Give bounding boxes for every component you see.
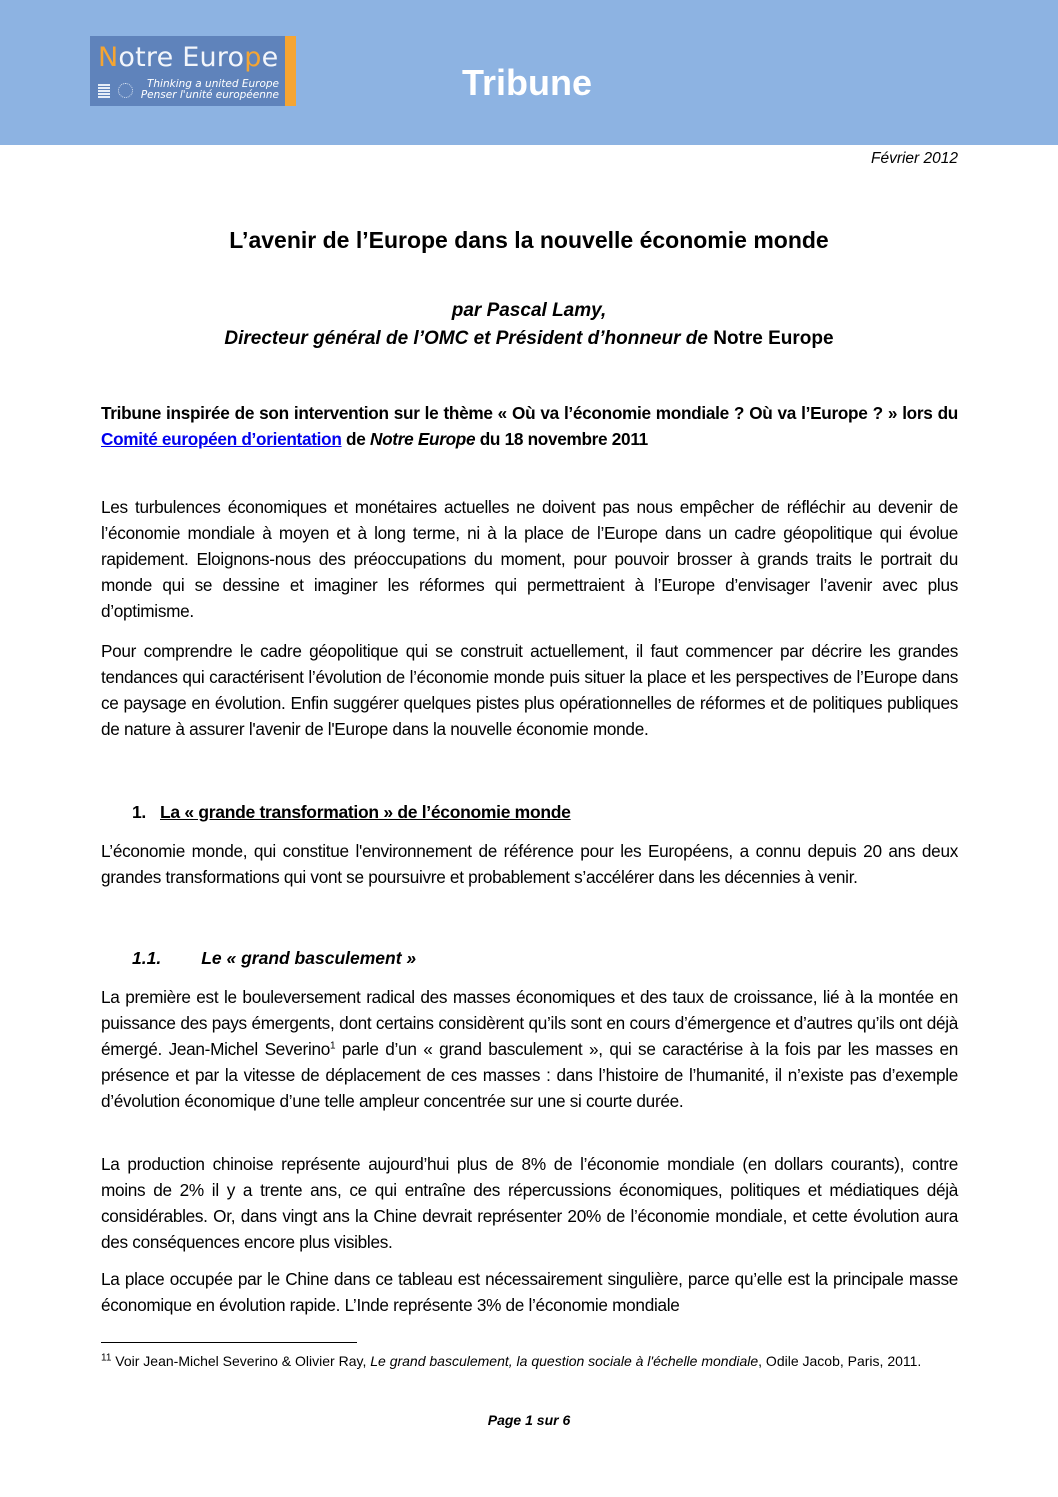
header-band [0, 0, 1058, 145]
section-1-1-paragraph-1: La première est le bouleversement radical des masses économiques et des taux de croissance, lié à la montée en puissance des pays émergents, dont certains considèrent qu’ils sont en cours d’émergence et d’autres qu’ils ont déjà émergé. Jean-Michel Severino$^1$ parle d’un « grand basculement », qui se caractérise à la fois par les masses en présence et par la vitesse de déplacement de ces masses : dans l’histoire de l’humanité, il n’existe pas d’exemple d’évolution économique d’une telle ampleur concentrée sur une si courte durée. [101, 987, 958, 1111]
logo-name: Notre Europe [98, 42, 279, 73]
document-title: L’avenir de l’Europe dans la nouvelle économie monde [229, 227, 829, 253]
author-block [0, 297, 1058, 353]
eu-stars-icon [118, 83, 133, 98]
comite-link[interactable]: Comité européen d’orientation [101, 429, 342, 449]
logo-tagline: Thinking a united Europe Penser l'unité européenne [140, 78, 279, 101]
author-role: Directeur général de l’OMC et Président d’honneur de Notre Europe [224, 328, 834, 349]
section-1-1-paragraph-3: La place occupée par le Chine dans ce tableau est nécessairement singulière, parce qu’elle est la principale masse économique en évolution rapide. L’Inde représente 3% de l’économie mondiale [101, 1269, 958, 1315]
paragraph-2: Pour comprendre le cadre géopolitique qui se construit actuellement, il faut commencer par décrire les grandes tendances qui caractérisent l’évolution de l’économie monde puis situer la place et les perspectives de l’Europe dans ce paysage en évolution. Enfin suggérer quelques pistes plus opérationnelles de réformes et de politiques publiques de nature à assurer l'avenir de l'Europe dans la nouvelle économie monde. [101, 641, 958, 739]
section-heading-1-1: 1.1. Le « grand basculement » [132, 948, 417, 968]
publication-date: Février 2012 [870, 150, 958, 167]
document-icon [98, 84, 110, 98]
footnote-ref[interactable]: 1 [330, 1040, 336, 1052]
section-heading-1: 1. La « grande transformation » de l’économie monde [132, 802, 571, 822]
publication-type-label: Tribune [462, 62, 593, 103]
section-1-paragraph: L’économie monde, qui constitue l'environnement de référence pour les Européens, a connu depuis 20 ans deux grandes transformations qui vont se poursuivre et probablement s’accélérer dans les décennies à venir. [101, 841, 958, 887]
logo-accent-bar [285, 36, 296, 106]
author-name: par Pascal Lamy, [451, 300, 607, 321]
section-1-1-paragraph-2: La production chinoise représente aujourd’hui plus de 8% de l’économie mondiale (en dollars courants), contre moins de 2% il y a trente ans, ce qui entraîne des répercussions économiques, politiques et médiatiques déjà considérables. Or, dans vingt ans la Chine devrait représenter 20% de l’économie mondiale, et cette évolution aura des conséquences encore plus visibles. [101, 1154, 958, 1252]
paragraph-1: Les turbulences économiques et monétaires actuelles ne doivent pas nous empêcher de réfléchir au devenir de l’économie mondiale à moyen et à long terme, ni à la place de l’Europe dans un cadre géopolitique qui évolue rapidement. Eloignons-nous des préoccupations du moment, pour pouvoir brosser à grands traits le portrait du monde qui se dessine et imaginer les réformes qui permettraient à l’Europe d’envisager l’avenir avec plus d’optimisme. [101, 497, 958, 621]
notre-europe-logo [90, 36, 285, 106]
footnote-separator [101, 1342, 357, 1343]
intro-paragraph: Tribune inspirée de son intervention sur le thème « Où va l’économie mondiale ? Où va l’Europe ? » lors du Comité européen d’orientation de Notre Europe du 18 novembre 2011 [101, 403, 958, 449]
footnote: $^{11}$ Voir Jean-Michel Severino & Olivier Ray, Le grand basculement, la question sociale à l'échelle mondiale, Odile Jacob, Paris, 2011. [101, 1352, 922, 1369]
page-number: Page 1 sur 6 [487, 1412, 571, 1428]
